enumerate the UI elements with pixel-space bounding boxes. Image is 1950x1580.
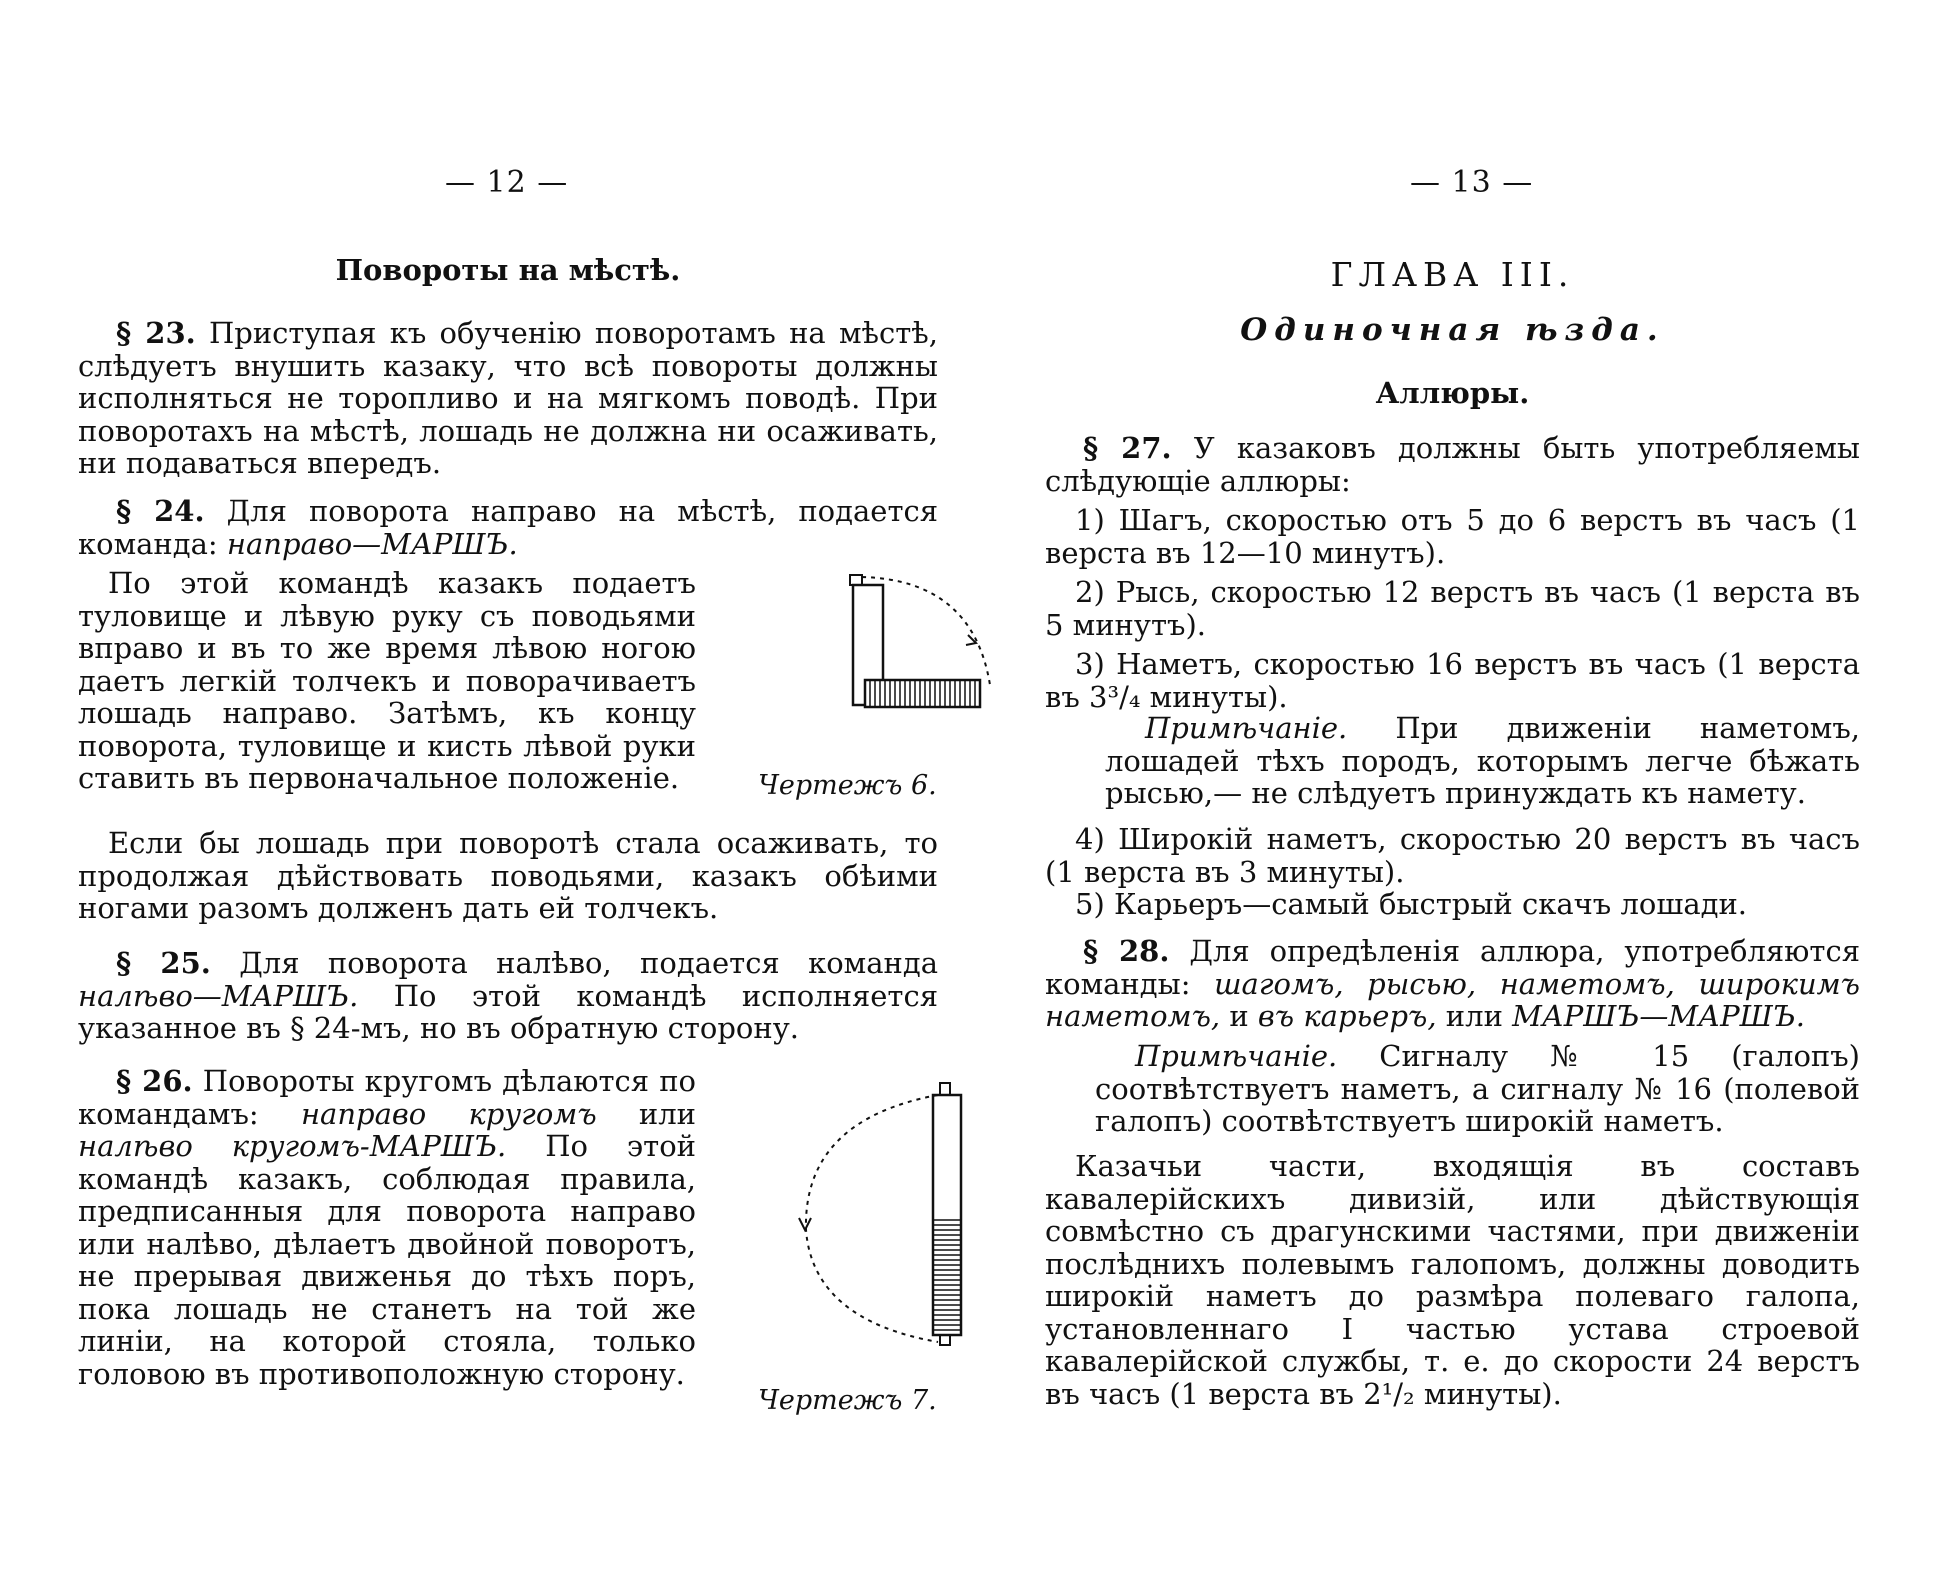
paragraph-23 bbox=[78, 317, 938, 480]
paragraph-24 bbox=[78, 495, 938, 560]
paragraph-text-cont: и bbox=[1220, 999, 1258, 1033]
note-2 bbox=[1095, 1040, 1860, 1138]
section-heading-turns: Повороты на мѣстѣ. bbox=[335, 253, 681, 287]
paragraph-number: § 26. bbox=[116, 1064, 193, 1098]
paragraph-26 bbox=[78, 1065, 696, 1390]
chapter-title: ГЛАВА III. bbox=[1330, 255, 1575, 294]
command-text: направо кругомъ bbox=[300, 1096, 597, 1131]
left-page bbox=[78, 0, 938, 1580]
paragraph-text: Для поворота направо на мѣстѣ, подается команда: bbox=[78, 494, 939, 561]
paragraph-text-cont: или bbox=[596, 1096, 697, 1131]
paragraph-number: § 25. bbox=[116, 946, 211, 980]
paragraph-27 bbox=[1045, 432, 1860, 497]
figure-6-caption: Чертежъ 6. bbox=[758, 770, 937, 801]
paragraph-25 bbox=[78, 947, 938, 1045]
marsh-command: МАРШЪ—МАРШЪ. bbox=[1512, 999, 1805, 1033]
paragraph-text: Приступая къ обученію поворотамъ на мѣстѣ, слѣдуетъ внушить казаку, что всѣ повороты должны исполняться не торопливо и на мягкомъ поводѣ. При поворотахъ на мѣстѣ, лошадь не должна ни осаживать, ни подаваться впередъ. bbox=[78, 316, 939, 480]
paragraph-text-cont: или bbox=[1436, 999, 1513, 1033]
note-1 bbox=[1105, 712, 1860, 810]
note-label: Примѣчаніе. bbox=[1145, 711, 1348, 745]
note-text: Сигналу № 15 (галопъ) соотвѣтствуетъ наметъ, а сигналу № 16 (полевой галопъ) соотвѣтствуетъ широкій наметъ. bbox=[1095, 1039, 1860, 1138]
gait-item-5: 5) Карьеръ—самый быстрый скачъ лошади. bbox=[1075, 887, 1748, 921]
right-page bbox=[1045, 0, 1860, 1580]
section-heading-gaits: Аллюры. bbox=[1375, 376, 1530, 410]
paragraph-number: § 24. bbox=[116, 494, 205, 528]
figure-7-caption: Чертежъ 7. bbox=[758, 1385, 937, 1416]
paragraph-24-body: По этой командѣ казакъ подаетъ туловище и лѣвую руку съ поводьями вправо и въ то же время лѣвою ногою даетъ легкій толчекъ и поворачиваетъ лошадь направо. Затѣмъ, къ концу поворота, туловище и кисть лѣвой руки ставить въ первоначальное положеніе. bbox=[78, 566, 696, 795]
note-label: Примѣчаніе. bbox=[1135, 1039, 1338, 1073]
paragraph-24-extra: Если бы лошадь при поворотѣ стала осаживать, то продолжая дѣйствовать поводьями, казакъ обѣими ногами разомъ долженъ дать ей толчекъ. bbox=[78, 826, 938, 925]
gait-command-last: въ карьеръ, bbox=[1257, 999, 1437, 1033]
paragraph-number: § 23. bbox=[116, 316, 196, 350]
note-text: При движеніи наметомъ, лошадей тѣхъ породъ, которымъ легче бѣжать рысью,— не слѣдуетъ принуждать къ намету. bbox=[1105, 711, 1860, 810]
paragraph-text: Для поворота налѣво, подается команда bbox=[239, 946, 938, 980]
gait-item-3: 3) Наметъ, скоростью 16 верстъ въ часъ (1 верста въ 3³/₄ минуты). bbox=[1045, 647, 1860, 714]
figure-7-diagram bbox=[788, 1080, 1018, 1360]
chapter-subtitle: Одиночная ѣзда. bbox=[1240, 312, 1665, 348]
paragraph-number: § 28. bbox=[1083, 934, 1170, 968]
page-number-right: — 13 — bbox=[1410, 165, 1534, 200]
gait-commands: шагомъ, рысью, наметомъ, широкимъ наметомъ, bbox=[1045, 966, 1860, 1033]
paragraph-text-cont: По этой командѣ казакъ, соблюдая правила, предписанныя для поворота направо или налѣво, дѣлаетъ двойной поворотъ, не прерывая движенья до тѣхъ поръ, пока лошадь не станетъ на той же линіи, на которой стояла, только головою въ противоположную сторону. bbox=[78, 1129, 696, 1391]
command-text: налѣво—МАРШЪ. bbox=[78, 978, 359, 1013]
paragraph-number: § 27. bbox=[1083, 431, 1172, 465]
page-number-left: — 12 — bbox=[445, 165, 569, 200]
gait-item-1: 1) Шагъ, скоростью отъ 5 до 6 верстъ въ часъ (1 верста въ 12—10 минутъ). bbox=[1045, 503, 1860, 570]
paragraph-text: Для опредѣленія аллюра, употребляются команды: bbox=[1045, 934, 1861, 1001]
gait-item-4: 4) Широкій наметъ, скоростью 20 верстъ въ часъ (1 верста въ 3 минуты). bbox=[1045, 822, 1860, 889]
figure-6-diagram bbox=[758, 565, 1028, 735]
paragraph-text-cont: По этой командѣ исполняется указанное въ § 24-мъ, но въ обратную сторону. bbox=[78, 978, 938, 1045]
paragraph-text: Повороты кругомъ дѣлаются по командамъ: bbox=[78, 1064, 696, 1131]
paragraph-text: У казаковъ должны быть употребляемы слѣдующіе аллюры: bbox=[1045, 431, 1861, 498]
command-text: налѣво кругомъ-МАРШЪ. bbox=[78, 1129, 507, 1163]
paragraph-28 bbox=[1045, 935, 1860, 1033]
gait-item-2: 2) Рысь, скоростью 12 верстъ въ часъ (1 верста въ 5 минутъ). bbox=[1045, 575, 1860, 642]
command-text: направо—МАРШЪ. bbox=[226, 526, 518, 561]
paragraph-cossack-units: Казачьи части, входящія въ составъ кавалерійскихъ дивизій, или дѣйствующія совмѣстно съ драгунскими частями, при движеніи послѣднихъ полевымъ галопомъ, должны доводить широкій наметъ до размѣра полеваго галопа, установленнаго I частью устава строевой кавалерійской службы, т. е. до скорости 24 верстъ въ часъ (1 верста въ 2¹/₂ минуты). bbox=[1045, 1149, 1860, 1411]
